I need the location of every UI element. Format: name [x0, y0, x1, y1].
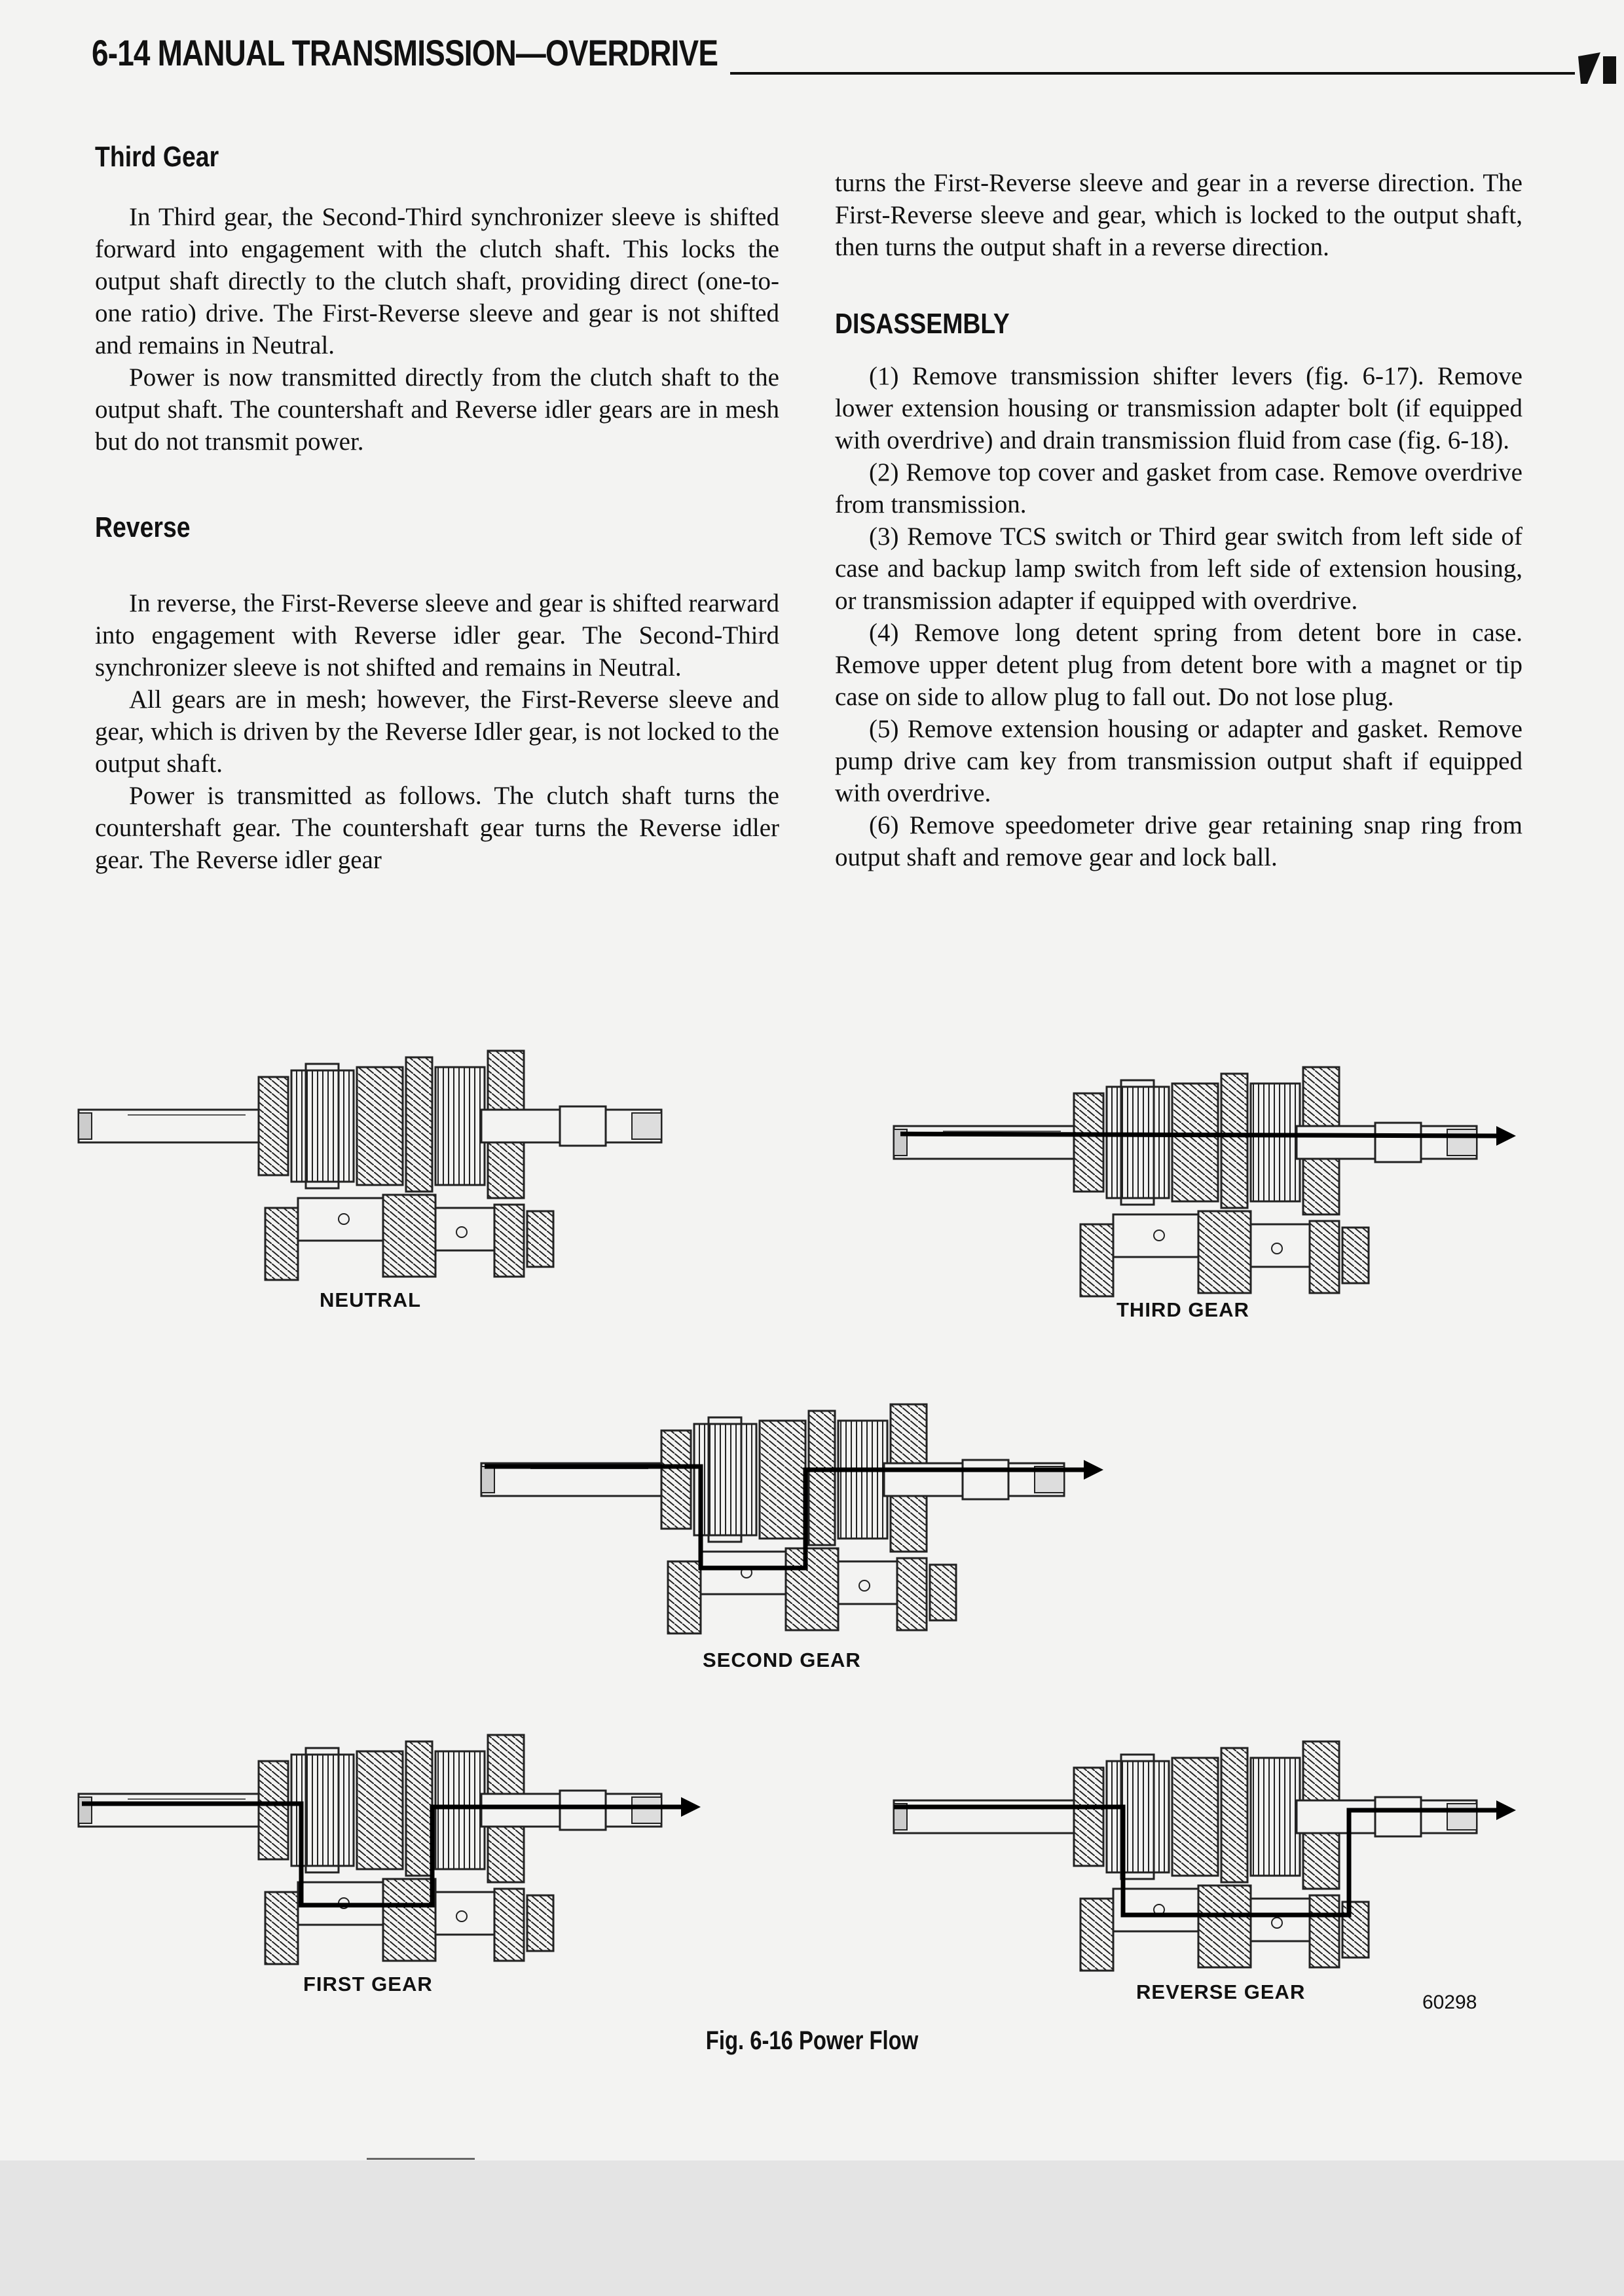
disassembly-step-5: (5) Remove extension housing or adapter and gasket. Remove pump drive cam key from transmission output shaft if equipped with overdrive.	[835, 715, 1522, 807]
neutral-diagram	[75, 1048, 665, 1283]
reverse-paragraph-2: All gears are in mesh; however, the First-Reverse sleeve and gear, which is driven by the Reverse Idler gear, is not locked to the output shaft.	[95, 685, 779, 778]
disassembly-step-6: (6) Remove speedometer drive gear retaining snap ring from output shaft and remove gear and lock ball.	[835, 811, 1522, 871]
figure-caption: Fig. 6-16 Power Flow	[705, 2026, 919, 2055]
disassembly-step-1: (1) Remove transmission shifter levers (fig. 6-17). Remove lower extension housing or transmission adapter bolt (if equipped with overdrive) and drain transmission fluid from case (fig. 6-18).	[835, 362, 1522, 454]
third-gear-label: THIRD GEAR	[1116, 1298, 1249, 1321]
first-gear-label: FIRST GEAR	[303, 1973, 433, 1995]
left-column	[95, 141, 779, 876]
reverse-gear-diagram	[891, 1738, 1519, 1980]
reverse-heading: Reverse	[95, 511, 191, 543]
third-gear-arrowhead	[1496, 1126, 1516, 1146]
disassembly-step-3: (3) Remove TCS switch or Third gear switch from left side of case and backup lamp switch from left side of extension housing, or transmission adapter if equipped with overdrive.	[835, 522, 1522, 615]
third-gear-diagram	[891, 1064, 1519, 1306]
reverse-gear-label: REVERSE GEAR	[1136, 1980, 1306, 2003]
header-rule	[730, 72, 1575, 75]
third-gear-paragraph-2: Power is now transmitted directly from the clutch shaft to the output shaft. The countershaft and Reverse idler gears are in mesh but do not transmit power.	[95, 363, 779, 456]
first-gear-diagram	[75, 1732, 704, 1974]
reverse-gear-arrowhead	[1496, 1800, 1516, 1820]
disassembly-step-2: (2) Remove top cover and gasket from case. Remove overdrive from transmission.	[835, 458, 1522, 519]
page-title: 6-14 MANUAL TRANSMISSION—OVERDRIVE	[92, 32, 718, 73]
footer-mark	[367, 2158, 475, 2160]
second-gear-arrowhead	[1084, 1460, 1103, 1480]
jeep-logo-icon	[1578, 51, 1617, 85]
reverse-paragraph-3: Power is transmitted as follows. The clutch shaft turns the countershaft gear. The countershaft gear turns the Reverse idler gear. The Reverse idler gear	[95, 782, 779, 874]
right-column	[835, 167, 1522, 873]
third-gear-paragraph-1: In Third gear, the Second-Third synchronizer sleeve is shifted forward into engagement with the clutch shaft. This locks the output shaft directly to the clutch shaft, providing direct (one-to-one ratio) drive. The First-Reverse sleeve and gear is not shifted and remains in Neutral.	[95, 203, 779, 359]
disassembly-heading: DISASSEMBLY	[835, 308, 1010, 340]
first-gear-arrowhead	[681, 1797, 701, 1817]
reverse-paragraph-1: In reverse, the First-Reverse sleeve and gear is shifted rearward into engagement with Reverse idler gear. The Second-Third synchronizer sleeve is not shifted and remains in Neutral.	[95, 589, 779, 682]
neutral-label: NEUTRAL	[320, 1288, 422, 1311]
third-gear-heading: Third Gear	[95, 141, 219, 173]
figure-number: 60298	[1422, 1992, 1477, 2013]
second-gear-diagram	[478, 1401, 1107, 1643]
second-gear-label: SECOND GEAR	[703, 1649, 861, 1671]
page-header	[92, 31, 1532, 84]
reverse-continuation: turns the First-Reverse sleeve and gear in a reverse direction. The First-Reverse sleeve and gear, which is locked to the output shaft, then turns the output shaft in a reverse direction.	[835, 169, 1522, 261]
disassembly-step-4: (4) Remove long detent spring from detent bore in case. Remove upper detent plug from detent bore with a magnet or tip case on side to allow plug to fall out. Do not lose plug.	[835, 619, 1522, 711]
third-gear-power-flow-arrow	[900, 1134, 1500, 1136]
